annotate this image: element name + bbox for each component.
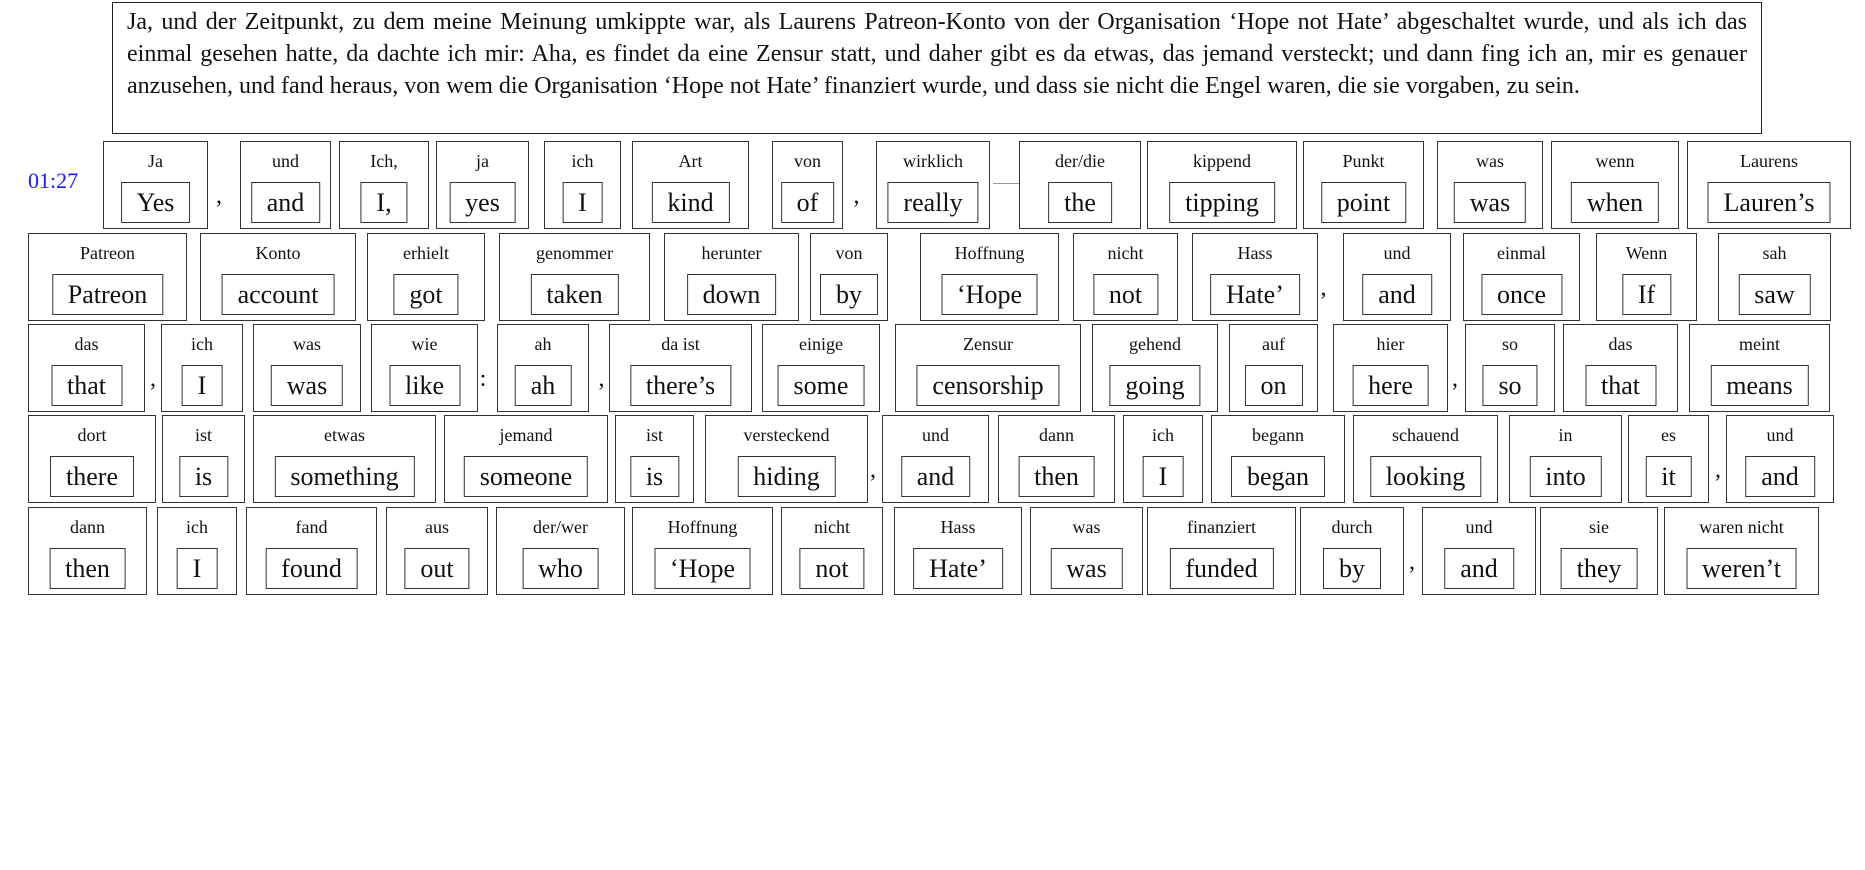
german-word: begann xyxy=(1252,425,1304,445)
german-word: herunter xyxy=(701,243,762,263)
gloss-token[interactable] xyxy=(895,324,1081,412)
english-word-box[interactable]: yes xyxy=(449,182,516,223)
english-word-box[interactable]: Yes xyxy=(121,182,191,223)
english-word-box[interactable]: was xyxy=(271,365,343,406)
german-word: Hass xyxy=(1237,243,1273,263)
gloss-token[interactable] xyxy=(161,324,243,412)
english-word-box[interactable]: here xyxy=(1352,365,1429,406)
gloss-token[interactable] xyxy=(28,507,147,595)
english-word-box[interactable]: funded xyxy=(1169,548,1273,589)
german-word: hier xyxy=(1376,334,1405,354)
english-word-box[interactable]: Patreon xyxy=(52,274,163,315)
gloss-token[interactable] xyxy=(246,507,377,595)
gloss-row xyxy=(0,507,1865,595)
german-word: wenn xyxy=(1595,151,1635,171)
english-word-box[interactable]: not xyxy=(799,548,864,589)
english-word-box[interactable]: means xyxy=(1710,365,1808,406)
gloss-token[interactable] xyxy=(632,507,773,595)
english-word-box[interactable]: looking xyxy=(1370,456,1481,497)
german-word: Ja xyxy=(148,151,163,171)
german-word: dann xyxy=(1039,425,1074,445)
english-word-box[interactable]: was xyxy=(1454,182,1526,223)
german-word: Hoffnung xyxy=(954,243,1025,263)
english-word-box[interactable]: saw xyxy=(1738,274,1810,315)
gloss-token[interactable] xyxy=(1092,324,1218,412)
gloss-token[interactable] xyxy=(1726,415,1834,503)
german-word: erhielt xyxy=(403,243,449,263)
english-word-box[interactable]: Lauren’s xyxy=(1708,182,1831,223)
german-word: Art xyxy=(678,151,703,171)
german-word: etwas xyxy=(324,425,365,445)
gloss-token[interactable] xyxy=(253,324,361,412)
english-word-box[interactable]: is xyxy=(179,456,228,497)
english-word-box[interactable]: down xyxy=(687,274,777,315)
english-word-box[interactable]: there xyxy=(50,456,134,497)
gloss-token[interactable] xyxy=(1551,141,1679,229)
english-word-box[interactable]: some xyxy=(778,365,865,406)
gloss-token[interactable] xyxy=(1192,233,1318,321)
gloss-token[interactable] xyxy=(894,507,1022,595)
german-word: der/wer xyxy=(533,517,588,537)
english-word-box[interactable]: then xyxy=(1018,456,1095,497)
gloss-token[interactable] xyxy=(444,415,608,503)
english-word-box[interactable]: there’s xyxy=(630,365,731,406)
gloss-token[interactable] xyxy=(497,324,589,412)
english-word-box[interactable]: not xyxy=(1093,274,1158,315)
english-word-box[interactable]: I xyxy=(177,548,218,589)
english-word-box[interactable]: and xyxy=(251,182,321,223)
german-word: jemand xyxy=(499,425,553,445)
english-word-box[interactable]: by xyxy=(820,274,878,315)
english-word-box[interactable]: by xyxy=(1323,548,1381,589)
german-word: Wenn xyxy=(1625,243,1668,263)
german-word: sah xyxy=(1762,243,1787,263)
english-word-box[interactable]: began xyxy=(1231,456,1325,497)
gloss-token[interactable] xyxy=(998,415,1115,503)
german-word: meint xyxy=(1739,334,1780,354)
gloss-token[interactable] xyxy=(705,415,868,503)
english-word-box[interactable]: really xyxy=(887,182,978,223)
english-word-box[interactable]: I, xyxy=(360,182,407,223)
english-word-box[interactable]: so xyxy=(1482,365,1537,406)
english-word-box[interactable]: the xyxy=(1048,182,1112,223)
gloss-token[interactable] xyxy=(1343,233,1451,321)
gloss-token[interactable] xyxy=(1229,324,1318,412)
punctuation-mark: , xyxy=(1452,366,1458,392)
english-word-box[interactable]: and xyxy=(1362,274,1432,315)
gloss-token[interactable] xyxy=(762,324,880,412)
english-word-box[interactable]: I xyxy=(182,365,223,406)
gloss-token[interactable] xyxy=(28,415,156,503)
english-word-box[interactable]: kind xyxy=(651,182,729,223)
german-word: waren nicht xyxy=(1699,517,1784,537)
gloss-token[interactable] xyxy=(371,324,478,412)
german-word: das xyxy=(74,334,99,354)
gloss-token[interactable] xyxy=(1030,507,1143,595)
german-word: Hass xyxy=(940,517,976,537)
gloss-token[interactable] xyxy=(103,141,208,229)
gloss-token[interactable] xyxy=(28,233,187,321)
gloss-token[interactable] xyxy=(920,233,1059,321)
gloss-token[interactable] xyxy=(1211,415,1345,503)
gloss-token[interactable] xyxy=(253,415,436,503)
gloss-token[interactable] xyxy=(1463,233,1580,321)
german-word: auf xyxy=(1262,334,1285,354)
gloss-token[interactable] xyxy=(1718,233,1831,321)
german-word: von xyxy=(835,243,863,263)
english-word-box[interactable]: Hate’ xyxy=(913,548,1003,589)
english-word-box[interactable]: then xyxy=(49,548,126,589)
punctuation-mark: , xyxy=(150,366,156,392)
gloss-token[interactable] xyxy=(386,507,488,595)
gloss-token[interactable] xyxy=(876,141,990,229)
german-word: von xyxy=(794,151,821,171)
gloss-token[interactable] xyxy=(1123,415,1203,503)
german-word: ich xyxy=(186,517,208,537)
german-word: und xyxy=(922,425,949,445)
german-word: was xyxy=(1476,151,1504,171)
german-word: einige xyxy=(799,334,843,354)
gloss-token[interactable] xyxy=(664,233,799,321)
english-word-box[interactable]: If xyxy=(1622,274,1671,315)
german-word: dann xyxy=(70,517,105,537)
gloss-token[interactable] xyxy=(1422,507,1536,595)
english-word-box[interactable]: got xyxy=(393,274,458,315)
gloss-token[interactable] xyxy=(157,507,237,595)
english-word-box[interactable]: and xyxy=(1444,548,1514,589)
punctuation-mark: , xyxy=(853,183,860,209)
gloss-token[interactable] xyxy=(162,415,245,503)
english-word-box[interactable]: ‘Hope xyxy=(941,274,1038,315)
gloss-token[interactable] xyxy=(1300,507,1404,595)
german-word: Konto xyxy=(255,243,301,263)
english-word-box[interactable]: that xyxy=(51,365,122,406)
german-word: fand xyxy=(295,517,328,537)
english-word-box[interactable]: Hate’ xyxy=(1210,274,1300,315)
german-word: finanziert xyxy=(1187,517,1256,537)
english-word-box[interactable]: I xyxy=(562,182,603,223)
punctuation-mark: , xyxy=(216,183,222,209)
gloss-token[interactable] xyxy=(1509,415,1622,503)
gloss-token[interactable] xyxy=(781,507,883,595)
english-word-box[interactable]: found xyxy=(265,548,358,589)
german-word: und xyxy=(1383,243,1411,263)
german-word: und xyxy=(272,151,299,171)
punctuation-mark: , xyxy=(1715,457,1721,483)
english-word-box[interactable]: taken xyxy=(530,274,618,315)
german-word: und xyxy=(1465,517,1493,537)
german-word: durch xyxy=(1331,517,1373,537)
german-word: ich xyxy=(191,334,213,354)
english-word-box[interactable]: and xyxy=(901,456,971,497)
gloss-token[interactable] xyxy=(1437,141,1543,229)
german-word: Ich, xyxy=(370,151,398,171)
german-word: Patreon xyxy=(80,243,135,263)
gloss-row xyxy=(0,141,1865,229)
german-word: was xyxy=(1072,517,1101,537)
german-word: ist xyxy=(645,425,663,445)
english-word-box[interactable]: I xyxy=(1143,456,1184,497)
german-word: ich xyxy=(571,151,594,171)
gloss-row xyxy=(0,415,1865,503)
english-word-box[interactable]: and xyxy=(1745,456,1815,497)
german-word: der/die xyxy=(1055,151,1105,171)
gloss-token[interactable] xyxy=(496,507,625,595)
gloss-token[interactable] xyxy=(544,141,621,229)
gloss-token[interactable] xyxy=(1303,141,1424,229)
english-word-box[interactable]: on xyxy=(1245,365,1303,406)
english-word-box[interactable]: weren’t xyxy=(1686,548,1797,589)
punctuation-mark: : xyxy=(479,366,487,392)
german-word: sie xyxy=(1589,517,1609,537)
english-word-box[interactable]: of xyxy=(781,182,835,223)
english-word-box[interactable]: that xyxy=(1585,365,1656,406)
english-word-box[interactable]: censorship xyxy=(916,365,1059,406)
german-word: das xyxy=(1608,334,1633,354)
gloss-token[interactable] xyxy=(1019,141,1141,229)
english-word-box[interactable]: out xyxy=(404,548,469,589)
german-word: nicht xyxy=(814,517,850,537)
gloss-token[interactable] xyxy=(1465,324,1555,412)
english-word-box[interactable]: account xyxy=(222,274,335,315)
german-word: dort xyxy=(77,425,107,445)
german-word: in xyxy=(1558,425,1573,445)
english-word-box[interactable]: is xyxy=(630,456,679,497)
gloss-row xyxy=(0,233,1865,321)
english-word-box[interactable]: was xyxy=(1050,548,1122,589)
german-word: Laurens xyxy=(1740,151,1798,171)
gloss-token[interactable] xyxy=(1147,507,1296,595)
english-word-box[interactable]: something xyxy=(274,456,414,497)
german-word: ist xyxy=(194,425,212,445)
german-word: einmal xyxy=(1497,243,1546,263)
gloss-token[interactable] xyxy=(436,141,529,229)
german-word: kippend xyxy=(1193,151,1251,171)
english-word-box[interactable]: they xyxy=(1561,548,1638,589)
german-paragraph: Ja, und der Zeitpunkt, zu dem meine Meinung umkippte war, als Laurens Patreon-Konto von der Organisation ‘Hope not Hate’ abgeschaltet wurde, und als ich das einmal gesehen hatte, da dachte ich mir: Aha, es findet da eine Zensur statt, und daher gibt es da etwas, das jemand versteckt; und dann fing ich an, mir es genauer anzusehen, und fand heraus, von wem die Organisation ‘Hope not Hate’ finanziert wurde, und dass sie nicht die Engel waren, die sie vorgaben, zu sein. xyxy=(112,2,1762,134)
english-word-box[interactable]: when xyxy=(1571,182,1659,223)
german-word: gehend xyxy=(1129,334,1181,354)
english-word-box[interactable]: tipping xyxy=(1169,182,1275,223)
english-word-box[interactable]: point xyxy=(1321,182,1406,223)
gloss-token[interactable] xyxy=(632,141,749,229)
gloss-token[interactable] xyxy=(339,141,429,229)
german-word: wirklich xyxy=(903,151,963,171)
gloss-token[interactable] xyxy=(615,415,694,503)
gloss-token[interactable] xyxy=(1596,233,1697,321)
gloss-token[interactable] xyxy=(1147,141,1297,229)
gloss-token[interactable] xyxy=(1563,324,1678,412)
german-word: es xyxy=(1661,425,1676,445)
english-word-box[interactable]: who xyxy=(522,548,599,589)
english-word-box[interactable]: hiding xyxy=(737,456,835,497)
gloss-token[interactable] xyxy=(499,233,650,321)
gloss-token[interactable] xyxy=(28,324,145,412)
english-word-box[interactable]: into xyxy=(1529,456,1601,497)
german-word: ja xyxy=(476,151,489,171)
gloss-token[interactable] xyxy=(1664,507,1819,595)
german-word: ich xyxy=(1152,425,1174,445)
gloss-token[interactable] xyxy=(609,324,752,412)
gloss-token[interactable] xyxy=(1689,324,1830,412)
german-word: schauend xyxy=(1392,425,1459,445)
german-word: genommer xyxy=(536,243,613,263)
german-word: da ist xyxy=(661,334,700,354)
gloss-token[interactable] xyxy=(1333,324,1448,412)
german-word: aus xyxy=(425,517,449,537)
gloss-token[interactable] xyxy=(1628,415,1709,503)
gloss-token[interactable] xyxy=(882,415,989,503)
german-word: und xyxy=(1766,425,1794,445)
punctuation-mark: , xyxy=(1409,549,1415,575)
punctuation-mark: , xyxy=(870,457,876,483)
english-word-box[interactable]: someone xyxy=(464,456,588,497)
english-word-box[interactable]: ‘Hope xyxy=(654,548,751,589)
german-word: nicht xyxy=(1107,243,1144,263)
gloss-token[interactable] xyxy=(200,233,356,321)
gloss-token[interactable] xyxy=(810,233,888,321)
gloss-token[interactable] xyxy=(367,233,485,321)
english-word-box[interactable]: it xyxy=(1645,456,1691,497)
gloss-token[interactable] xyxy=(1353,415,1498,503)
english-word-box[interactable]: once xyxy=(1481,274,1562,315)
english-word-box[interactable]: ah xyxy=(515,365,572,406)
gloss-token[interactable] xyxy=(772,141,843,229)
german-word: versteckend xyxy=(743,425,830,445)
german-word: so xyxy=(1501,334,1518,354)
timestamp[interactable]: 01:27 xyxy=(28,168,79,193)
english-word-box[interactable]: going xyxy=(1109,365,1200,406)
gloss-token[interactable] xyxy=(1073,233,1178,321)
gloss-row xyxy=(0,324,1865,412)
punctuation-mark: , xyxy=(598,366,605,392)
gloss-token[interactable] xyxy=(1540,507,1658,595)
english-word-box[interactable]: like xyxy=(389,365,460,406)
german-word: wie xyxy=(411,334,438,354)
gloss-token[interactable] xyxy=(1687,141,1851,229)
gloss-token[interactable] xyxy=(240,141,331,229)
german-word: Punkt xyxy=(1342,151,1385,171)
punctuation-mark: , xyxy=(1320,275,1327,301)
german-word: ah xyxy=(534,334,552,354)
german-word: Hoffnung xyxy=(667,517,738,537)
german-word: Zensur xyxy=(963,334,1013,354)
german-word: was xyxy=(293,334,321,354)
